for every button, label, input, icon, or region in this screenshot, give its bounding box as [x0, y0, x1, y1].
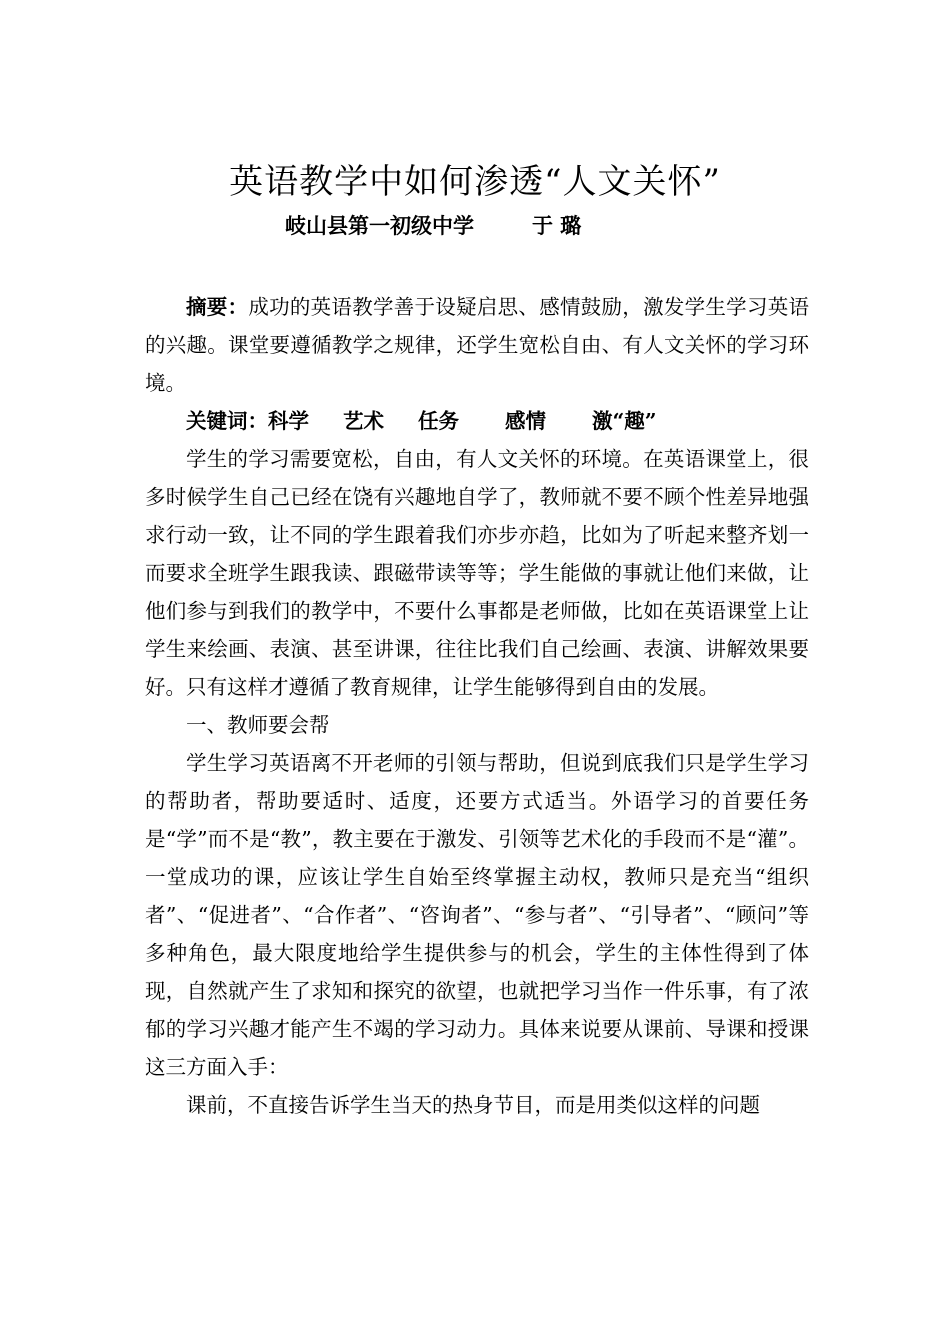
keyword: 艺术 [343, 409, 384, 433]
keyword: 科学 [268, 409, 309, 433]
body-paragraph: 课前，不直接告诉学生当天的热身节目，而是用类似这样的问题 [186, 1093, 760, 1117]
keyword: 激“趣” [592, 409, 657, 433]
section-heading: 一、教师要会帮 [186, 713, 330, 737]
document-title: 英语教学中如何渗透“人文关怀” [229, 162, 721, 202]
byline [285, 209, 581, 243]
keywords-label: 关键词： [186, 409, 268, 433]
keywords-line [145, 402, 809, 440]
keyword: 任务 [418, 409, 459, 433]
keyword: 感情 [505, 409, 546, 433]
author-name: 于 璐 [532, 213, 582, 238]
abstract-paragraph [145, 288, 809, 402]
abstract-text: 成功的英语教学善于设疑启思、感情鼓励，激发学生学习英语的兴趣。课堂要遵循教学之规律，还学生宽松自由、有人文关怀的学习环境。 [145, 295, 809, 395]
school-name: 岐山县第一初级中学 [285, 213, 474, 238]
body-paragraph: 学生的学习需要宽松，自由，有人文关怀的环境。在英语课堂上，很多时候学生自己已经在饶有兴趣地自学了，教师就不要不顾个性差异地强求行动一致，让不同的学生跟着我们亦步亦趋，比如为了听起来整齐划一而要求全班学生跟我读、跟磁带读等等；学生能做的事就让他们来做，让他们参与到我们的教学中，不要什么事都是老师做，比如在英语课堂上让学生来绘画、表演、甚至讲课，往往比我们自己绘画、表演、讲解效果要好。只有这样才遵循了教育规律，让学生能够得到自由的发展。 [145, 447, 809, 699]
abstract-label: 摘要： [186, 295, 249, 319]
body-paragraph: 学生学习英语离不开老师的引领与帮助，但说到底我们只是学生学习的帮助者，帮助要适时、适度，还要方式适当。外语学习的首要任务是“学”而不是“教”，教主要在于激发、引领等艺术化的手段而不是“灌”。一堂成功的课，应该让学生自始至终掌握主动权，教师只是充当“组织者”、“促进者”、“合作者”、“咨询者”、“参与者”、“引导者”、“顾问”等多种角色，最大限度地给学生提供参与的机会，学生的主体性得到了体现，自然就产生了求知和探究的欲望，也就把学习当作一件乐事，有了浓郁的学习兴趣才能产生不竭的学习动力。具体来说要从课前、导课和授课这三方面入手： [145, 751, 809, 1079]
document-body [145, 288, 809, 1124]
